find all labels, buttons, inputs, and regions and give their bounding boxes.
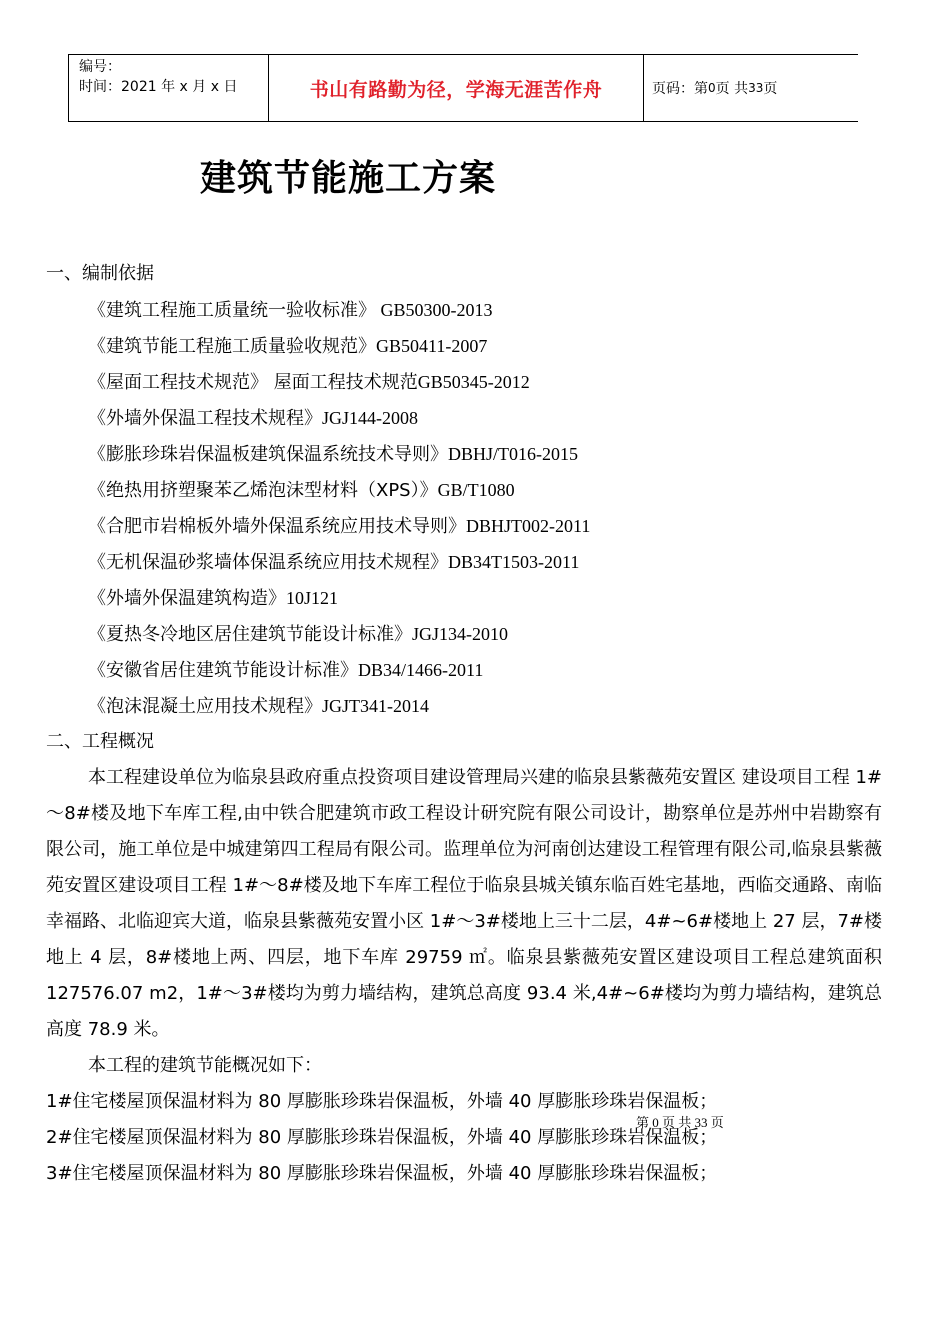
- reference-name: 《绝热用挤塑聚苯乙烯泡沫型材料（XPS）》: [88, 480, 438, 501]
- reference-code: JGJ144-2008: [322, 408, 419, 428]
- page-label-mid: 页 共: [715, 81, 749, 97]
- page-current: 0: [708, 81, 716, 95]
- reference-code: DBHJT002-2011: [466, 516, 591, 536]
- building-insulation-item: 1#住宅楼屋顶保温材料为 80 厚膨胀珍珠岩保温板，外墙 40 厚膨胀珍珠岩保温板；: [46, 1091, 718, 1112]
- reference-name: 《建筑节能工程施工质量验收规范》: [88, 336, 376, 357]
- reference-item: [46, 328, 886, 364]
- energy-summary-intro: 本工程的建筑节能概况如下：: [88, 1055, 322, 1076]
- building-insulation-item: 2#住宅楼屋顶保温材料为 80 厚膨胀珍珠岩保温板，外墙 40 厚膨胀珍珠岩保温板；: [46, 1127, 718, 1148]
- reference-code: DB34T1503-2011: [448, 552, 580, 572]
- reference-name: 《膨胀珍珠岩保温板建筑保温系统技术导则》: [88, 444, 448, 465]
- reference-name: 《屋面工程技术规范》 屋面工程技术规范: [88, 372, 418, 393]
- reference-list: [46, 292, 886, 724]
- reference-name: 《建筑工程施工质量统一验收标准》: [88, 300, 376, 321]
- reference-name: 《夏热冬冷地区居住建筑节能设计标准》: [88, 624, 412, 645]
- reference-name: 《外墙外保温工程技术规程》: [88, 408, 322, 429]
- reference-name: 《合肥市岩棉板外墙外保温系统应用技术导则》: [88, 516, 466, 537]
- reference-code: DB34/1466-2011: [358, 660, 484, 680]
- reference-item: [46, 400, 886, 436]
- reference-item: [46, 436, 886, 472]
- section-heading-overview: 二、工程概况: [46, 731, 154, 752]
- header-motto-cell: [269, 55, 644, 121]
- reference-code: 10J121: [286, 588, 339, 608]
- reference-name: 《无机保温砂浆墙体保温系统应用技术规程》: [88, 552, 448, 573]
- reference-item: [46, 508, 886, 544]
- header-motto: 书山有路勤为径，学海无涯苦作舟: [309, 78, 603, 101]
- page-label-prefix: 页码：第: [652, 81, 708, 97]
- page-total: 33: [748, 81, 764, 95]
- reference-item: [46, 616, 886, 652]
- document-number-label: 编号：: [79, 59, 121, 75]
- document-header: [68, 54, 858, 122]
- reference-code: GB/T1080: [437, 480, 515, 500]
- page-label-suffix: 页: [763, 81, 778, 97]
- reference-code: GB50411-2007: [376, 336, 488, 356]
- project-overview-paragraph: 本工程建设单位为临泉县政府重点投资项目建设管理局兴建的临泉县紫薇苑安置区 建设项目工程 1#～8#楼及地下车库工程,由中铁合肥建筑市政工程设计研究院有限公司设计，勘察单位是苏州中岩勘察有限公司，施工单位是中城建第四工程局有限公司。监理单位为河南创达建设工程管理有限公司,临泉县紫薇苑安置区建设项目工程 1#～8#楼及地下车库工程位于临泉县城关镇东临百姓宅基地，西临交通路、南临幸福路、北临迎宾大道，临泉县紫薇苑安置小区 1#～3#楼地上三十二层，4#~6#楼地上 27 层，7#楼地上 4 层，8#楼地上两、四层，地下车库 29759 ㎡。临泉县紫薇苑安置区建设项目工程总建筑面积 127576.07 m2，1#～3#楼均为剪力墙结构，建筑总高度 93.4 米,4#~6#楼均为剪力墙结构，建筑总高度 78.9 米。: [46, 767, 882, 1040]
- reference-code: GB50300-2013: [376, 300, 493, 320]
- section-heading-basis: 一、编制依据: [46, 263, 154, 284]
- reference-item: [46, 544, 886, 580]
- header-info-cell: [68, 55, 269, 121]
- building-insulation-item: 3#住宅楼屋顶保温材料为 80 厚膨胀珍珠岩保温板，外墙 40 厚膨胀珍珠岩保温板；: [46, 1163, 718, 1184]
- reference-code: GB50345-2012: [417, 372, 530, 392]
- reference-code: JGJT341-2014: [322, 696, 429, 716]
- reference-item: [46, 364, 886, 400]
- reference-code: DBHJ/T016-2015: [448, 444, 578, 464]
- reference-item: [46, 472, 886, 508]
- reference-item: [46, 292, 886, 328]
- document-time-label: 时间：2021 年 x 月 x 日: [79, 79, 238, 95]
- reference-item: [46, 688, 886, 724]
- reference-name: 《泡沫混凝土应用技术规程》: [88, 696, 322, 717]
- reference-name: 《安徽省居住建筑节能设计标准》: [88, 660, 358, 681]
- reference-code: JGJ134-2010: [412, 624, 509, 644]
- header-page-cell: [644, 55, 858, 121]
- reference-item: [46, 580, 886, 616]
- document-title: 建筑节能施工方案: [200, 158, 497, 199]
- reference-item: [46, 652, 886, 688]
- building-insulation-list: [46, 1084, 886, 1192]
- reference-name: 《外墙外保温建筑构造》: [88, 588, 286, 609]
- footer-page-number: 第 0 页 共 33 页: [636, 1115, 724, 1130]
- document-body: [46, 256, 886, 1192]
